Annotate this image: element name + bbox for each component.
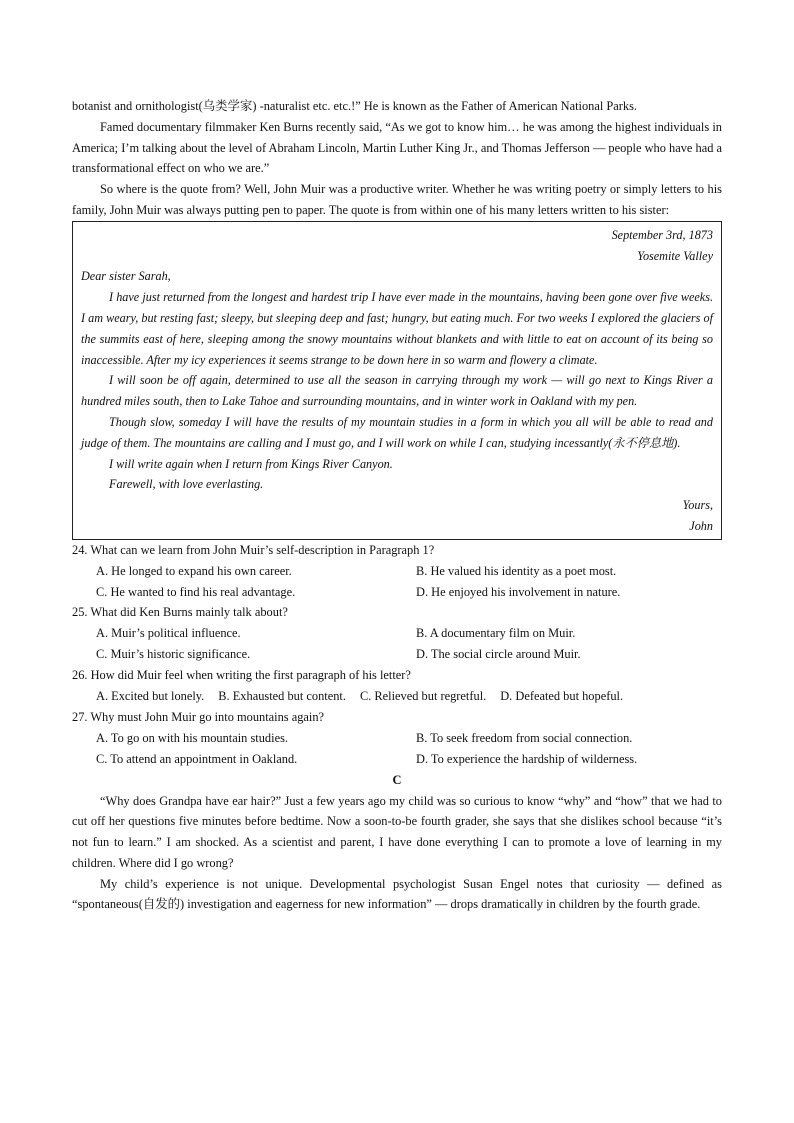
option-a: A. Muir’s political influence. — [96, 626, 241, 641]
question-27 — [72, 707, 722, 770]
option-c: C. To attend an appointment in Oakland. — [96, 751, 298, 766]
letter-box — [72, 221, 722, 540]
option-a: A. To go on with his mountain studies. — [96, 730, 288, 745]
option-b: B. A documentary film on Muir. — [416, 626, 576, 641]
intro-paragraph-1: Famed documentary filmmaker Ken Burns recently said, “As we got to know him… he was among the highest individuals in America; I’m talking about the level of Abraham Lincoln, Martin Luther King Jr., and Thomas Jefferson — people who have had a transformational effect on who we are.” — [72, 119, 722, 176]
option-c: C. Muir’s historic significance. — [96, 647, 251, 662]
option-a: A. He longed to expand his own career. — [96, 563, 292, 578]
letter-date: September 3rd, 1873 — [611, 227, 713, 242]
letter-paragraph-4: I will write again when I return from Kings River Canyon. — [109, 456, 393, 471]
option-b: B. Exhausted but content. — [218, 689, 346, 704]
option-c: C. He wanted to find his real advantage. — [96, 584, 296, 599]
section-c-paragraph-2: My child’s experience is not unique. Developmental psychologist Susan Engel notes that curiosity — defined as “spontaneous(自发的) investigation and eagerness for new information” — drops dramatically in children by the fourth grade. — [72, 876, 722, 912]
document-page — [72, 96, 722, 915]
question-stem: 25. What did Ken Burns mainly talk about? — [72, 605, 288, 620]
letter-paragraph-1: I have just returned from the longest and hardest trip I have ever made in the mountains, having been gone over five weeks. I am weary, but resting fast; sleepy, but sleeping deep and fast; hungry, but eating much. For two weeks I explored the glaciers of the summits east of here, sleeping among the snowy mountains without blankets and with little to eat on account of its being so inaccessible. After my icy experiences it seems strange to be down here in so warm and flowery a climate. — [81, 290, 713, 367]
option-d: D. The social circle around Muir. — [416, 647, 581, 662]
question-stem: 24. What can we learn from John Muir’s self-description in Paragraph 1? — [72, 542, 435, 557]
question-25 — [72, 602, 722, 665]
option-d: D. To experience the hardship of wilderness. — [416, 751, 638, 766]
letter-closing: Yours, — [682, 498, 713, 513]
intro-paragraph-2: So where is the quote from? Well, John Muir was a productive writer. Whether he was writing poetry or simply letters to his family, John Muir was always putting pen to paper. The quote is from within one of his many letters written to his sister: — [72, 182, 722, 217]
section-heading-c: C — [392, 772, 402, 787]
option-b: B. He valued his identity as a poet most. — [416, 563, 617, 578]
question-26 — [72, 665, 722, 707]
letter-signature: John — [689, 518, 713, 533]
letter-paragraph-5: Farewell, with love everlasting. — [109, 477, 264, 492]
option-c: C. Relieved but regretful. — [359, 689, 487, 704]
option-a: A. Excited but lonely. — [96, 689, 205, 704]
option-b: B. To seek freedom from social connection. — [416, 730, 633, 745]
question-stem: 26. How did Muir feel when writing the first paragraph of his letter? — [72, 668, 411, 683]
intro-paragraph-0: botanist and ornithologist(乌类学家) -naturalist etc. etc.!” He is known as the Father of American National Parks. — [72, 99, 638, 113]
letter-paragraph-3: Though slow, someday I will have the results of my mountain studies in a form in which you all will be able to read and judge of them. The mountains are calling and I must go, and I will work on while I can, studying incessantly(永不停息地). — [81, 414, 713, 450]
option-d: D. Defeated but hopeful. — [500, 689, 624, 704]
question-stem: 27. Why must John Muir go into mountains again? — [72, 709, 325, 724]
letter-salutation: Dear sister Sarah, — [81, 269, 171, 284]
section-c-paragraph-1: “Why does Grandpa have ear hair?” Just a few years ago my child was so curious to know “why” and “how” that we had to cut off her questions five minutes before bedtime. Now a soon-to-be fourth grader, she says that she dislikes school because “it’s not fun to learn.” I am shocked. As a scientist and parent, I have done everything I can to promote a love of learning in my children. Where did I go wrong? — [72, 793, 722, 870]
option-d: D. He enjoyed his involvement in nature. — [416, 584, 621, 599]
letter-place: Yosemite Valley — [637, 248, 713, 263]
question-24 — [72, 540, 722, 603]
letter-paragraph-2: I will soon be off again, determined to use all the season in carrying through my work — will go next to Kings River a hundred miles south, then to Lake Tahoe and surrounding mountains, and in winter work in Oakland with my pen. — [81, 373, 713, 409]
